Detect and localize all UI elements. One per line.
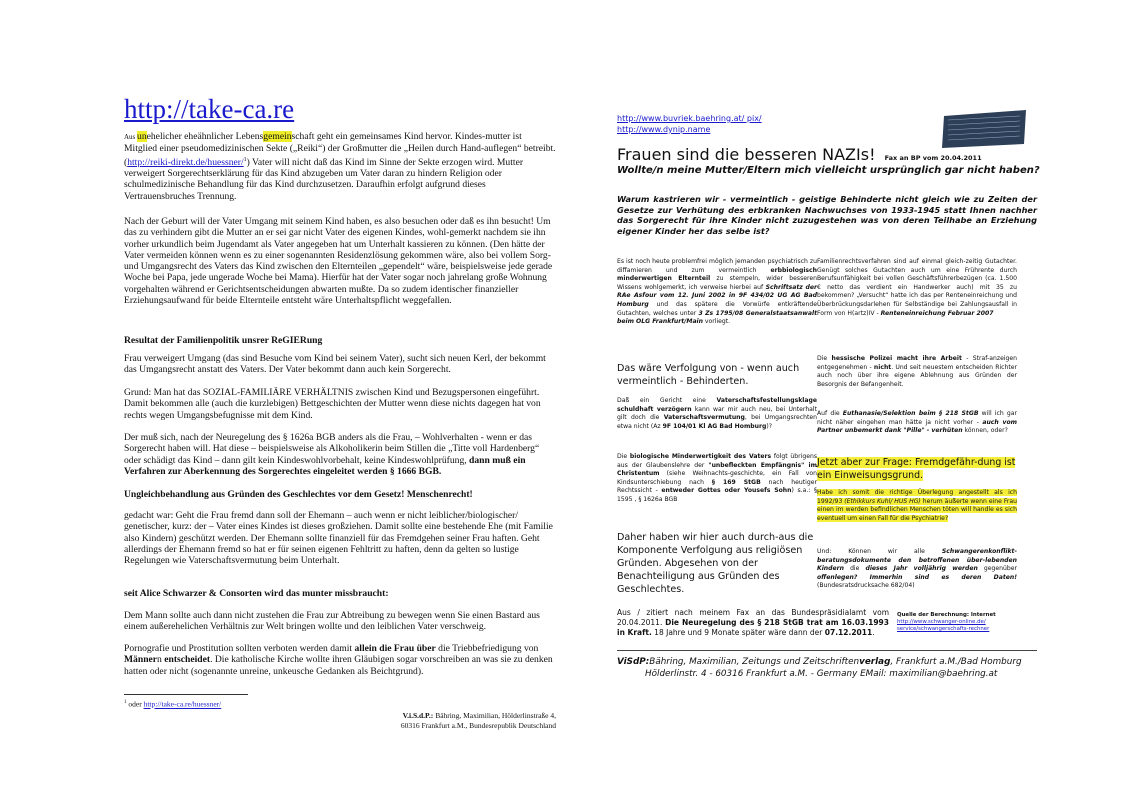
buvriek-link[interactable]: http://www.buvriek.baehring.at/ pix/: [617, 114, 762, 123]
paragraph-pornografie: Pornografie und Prostitution sollten verboten werden damit allein die Frau über die Triebbefriedigung von Männern entscheidet. Die katholische Kirche wollte ihren Gläubigen sogar vorschreiben an was sie zu denken hatten oder nicht (sogenannte unreine, unkeusche Gedanken als Beichtgrund).: [124, 643, 553, 677]
left-visdp: V.i.S.d.P.: Bähring, Maximilian, Hölderlinstraße 4, 60316 Frankfurt a.M., Bundesrepublik Deutschland: [400, 711, 556, 730]
reiki-link[interactable]: http://reiki-direkt.de/huessner/: [127, 156, 244, 168]
bottom-paragraph: Aus / zitiert nach meinem Fax an das Bundespräsidialamt vom 20.04.2011. Die Neuregelung des § 218 StGB trat am 16.03.1993 in Kraft. 18 Jahre und 9 Monate später wäre dann der 07.12.2011.: [617, 608, 889, 637]
heading-ungleichbehandlung: Ungleichbehandlung aus Gründen des Geschlechtes vor dem Gesetz! Menschenrecht!: [124, 489, 473, 500]
footnote: $^1$ oder http://take-ca.re/huessner/: [124, 699, 222, 709]
footnote-ref: 1: [243, 156, 247, 163]
headline-row: [617, 145, 1042, 164]
page-title[interactable]: http://take-ca.re: [124, 94, 295, 124]
paragraph-abtreibung: Dem Mann sollte auch dann nicht zustehen die Frau zur Abtreibung zu bewegen wenn Sie einen Bastard aus einem außerehelichen Verhältnis zur Welt bringen wollte und den leiblichen Vater verschweig.: [124, 610, 540, 633]
footnote-link[interactable]: http://take-ca.re/huessner/: [143, 699, 222, 709]
col2-heading-1: Jetzt aber zur Frage: Fremdgefähr-dung ist ein Einweisungsgrund.: [817, 457, 1016, 481]
col1-paragraph-1: Es ist noch heute problemfrei möglich jemanden psychiatrisch zu diffamieren und zum vermeintlich erbbiologisch minderwertigen Elternteil zu stempeln, wider besseren Wissens wohlgemerkt, ich verweise hierbei auf Schriftsatz der RAe Asfour vom 12. Juni 2002 in 9F 434/02 UG AG Bad Homburg und das spätere die Vorwürfe entkräftende Gutachten, welches unter 3 Zs 1795/08 Generalstaatsanwalt beim OLG Frankfurt/Main vorliegt.: [617, 258, 817, 326]
paragraph-intro: Aus unehelicher eheähnlicher Lebensgemeinschaft geht ein gemeinsames Kind hervor. Kindes-mutter ist Mitglied einer pseudomedizinischen Sekte („Reiki“) der Großmutter die „Heilen durch Hand-auflegen“ betreibt. (http://reiki-direkt.de/huessner/$^1$) Vater will nicht daß das Kind im Sinne der Sekte erzogen wird. Mutter verweigert Sorgerechtserklärung für das Kind abzugeben um Vater daran zu hindern Religion oder schulmedizinische Behandlung für das Kind durchzusetzen. Daraufhin erfolgt aufgrund dieses Vertrauensbruches Trennung.: [124, 131, 556, 202]
headline: Frauen sind die besseren NAZIs!: [617, 145, 876, 164]
subheading: Wollte/n meine Mutter/Eltern mich vielleicht ursprünglich gar nicht haben?: [617, 165, 1040, 176]
heading-familienpolitik: Resultat der Familienpolitik unsrer ReGIERung: [124, 335, 323, 346]
paragraph-gedacht: gedacht war: Geht die Frau fremd dann soll der Ehemann – auch wenn er nicht leiblicher/biologischer/ genetischer, kurz: der – Vater eines Kindes ist dieses großziehen. Damit sollte eine bestehende Ehe (mit Familie also Kindern) geschützt werden. Der Ehemann sollte finanziell für das Fremdgehen seiner Frau haften. Geht allerdings der Ehemann fremd so hat er für seinen eigenen Fehltritt zu haften, denn da gelten so lustige Regelungen wie Vaterschaftsvermutung beim Unterhalt.: [124, 510, 553, 567]
fax-note: Fax an BP vom 20.04.2011: [884, 154, 982, 162]
heading-alice: seit Alice Schwarzer & Consorten wird das munter missbraucht:: [124, 588, 389, 599]
col2-paragraph-4: Habe ich somit die richtige Überlegung angestellt als ich 1992/93 (Ethikkurs Kuhl/ HUS HG) herum äußerte wenn eine Frau einen im werden befindlichen Menschen töten will handle es sich eventuell um einen Fall für die Psychiatrie?: [817, 489, 1017, 522]
right-visdp: ViSdP:Bähring, Maximilian, Zeitungs und Zeitschriftenverlag, Frankfurt a.M./Bad Homburg Hölderlinstr. 4 - 60316 Frankfurt a.M. - Germany EMail: maximilian@baehring.at: [617, 657, 1022, 679]
col1-heading-2: Daher haben wir hier auch durch-aus die Komponente Verfolgung aus religiösen Gründen. Abgesehen von der Benachteiligung aus Gründen des Geschlechtes.: [617, 532, 814, 595]
col1-heading-1: Das wäre Verfolgung von - wenn auch vermeintlich - Behinderten.: [617, 363, 800, 387]
footnote-divider: [124, 694, 248, 695]
paragraph-grund: Grund: Man hat das SOZIAL-FAMILIÄRE VERHÄLTNIS zwischen Kind und Bezugspersonen eingeführt. Damit bekommen alle (auch die kurzlebigen) Bettgeschichten der Mutter wenn diese nichts dagegen hat von rechts wegen Umgangsbefugnisse mit dem Kind.: [124, 387, 541, 421]
col2-paragraph-1: Familienrechtsverfahren sind auf einmal gleich-zeitig Gutachter. Genügt solches Gutachten auch um eine Frührente durch Berufsunfähigkeit bei vollen Geschäftsführerbezügen (ca. 1.500 € netto das verdient ein Handwerker auch) mit 35 zu bekommen? „Versucht“ hatte ich das per Renteneinreichung und Überbrückungsdarlehen für Selbständige bei Zahlungsausfall in Form von H(artz)IV - Renteneinreichung Februar 2007: [817, 258, 1017, 317]
dynip-link[interactable]: http://www.dynip.name: [617, 125, 711, 134]
col2-paragraph-5: Und: Können wir alle Schwangerenkonflikt-beratungsdokumente den betroffenen über-lebenden Kindern die dieses Jahr volljährig werden gegenüber offenlegen? Immerhin sind es deren Daten! (Bundesratsdrucksache 682/04): [817, 548, 1017, 590]
right-divider: [617, 650, 1037, 651]
source-note: Quelle der Berechnung: Internet http://www.schwanger-online.de/ service/schwangerschafts-rechner: [897, 612, 996, 633]
question-paragraph: Warum kastrieren wir - vermeintlich - geistige Behinderte nicht gleich wie zu Zeiten der Gesetze zur Verhütung des erbkranken Nachwuchses von 1933-1945 statt Ihnen nachher das Sorgerecht für ihre Kinder nicht zuzugestehen was von deren Teilhabe an Erziehung eigener Kinder her das selbe ist?: [617, 194, 1037, 236]
scribble-image: [940, 110, 1028, 150]
paragraph-birth: Nach der Geburt will der Vater Umgang mit seinem Kind haben, es also besuchen oder daß es ihn besucht! Um das zu verhindern gibt die Mutter an er sei gar nicht Vater des eigenen Kindes, wohl-gemerkt nachdem sie ihn vorher urkundlich beim Jugendamt als Vater angegeben hat um Unterhalt kassieren zu können. (Den hätte der Vater vermeiden können wenn es zu einer sogenannten Residenzlösung gekommen wäre, also bei vollem Sorg- und Umgangsrecht des Vaters das Kind zwischen den Elternteilen „gependelt“ wäre, beispielsweise jede gerade Woche bei Papa, jede ungerade Woche bei Mama). Hierfür hat der Vater sogar noch jahrelang große Wohnung vorgehalten während er Gerichtsentscheidungen abwarten mußte. Da so zudem identischer finanzieller Erziehungsaufwand für beide Elternteile entsteht wäre Unterhaltspflicht weggefallen.: [124, 216, 553, 307]
source-link[interactable]: http://www.schwanger-online.de/ service/schwangerschafts-rechner: [897, 619, 990, 633]
col1-paragraph-2: Daß ein Gericht eine Vaterschaftsfestellungsklage schuldhaft verzögern kann war mir auch neu, bei Unterhalt gilt doch die Vaterschaftsvermutung, bei Umgangsrechten etwa nicht (Az 9F 104/01 Kl AG Bad Homburg)?: [617, 397, 817, 430]
paragraph-umgang: Frau verweigert Umgang (das sind Besuche vom Kind bei seinem Vater), sucht sich neuen Kerl, der bekommt das Umgangsrecht anstatt des Vaters. Der Vater bekommt dann auch kein Sorgerecht.: [124, 353, 546, 376]
col2-paragraph-3: Auf die Euthanasie/Selektion beim § 218 StGB will ich gar nicht näher eingehen man hätte ja nicht vorher - auch vom Partner unbemerkt dank "Pille" - verhüten können, oder?: [817, 410, 1017, 435]
right-links: [617, 113, 762, 135]
paragraph-neuregelung: Der muß sich, nach der Neuregelung des § 1626a BGB anders als die Frau, – Wohlverhalten - wenn er das Sorgerecht haben will. Hat diese – beispielsweise als Alkoholikerin beim Stillen die „Titte voll Hardenberg“ oder schädigt das Kind – dann gilt kein Kindeswohlvorbehalt, keine Kindeswohlprüfung, dann muß ein Verfahren zur Aberkennung des Sorgerechtes eingeleitet werden § 1666 BGB.: [124, 432, 540, 477]
col2-paragraph-2: Die hessische Polizei macht ihre Arbeit - Straf-anzeigen entgegenehmen - nicht. Und seit neuestem entscheiden Richter auch noch über ihre eigene Ablehnung aus Gründen der Besorgnis der Befangenheit.: [817, 355, 1017, 388]
col1-paragraph-3: Die biologische Minderwertigkeit des Vaters folgt übrigens aus der Glaubenslehre der "unbefleckten Empfängnis" im Christentum (siehe Weihnachts-geschichte, ein Fall von Kindsunterschiebung nach § 169 StGB nach heutiger Rechtssicht - entweder Gottes oder Yousefs Sohn) s.a.: § 1595 , § 1626a BGB: [617, 453, 818, 503]
